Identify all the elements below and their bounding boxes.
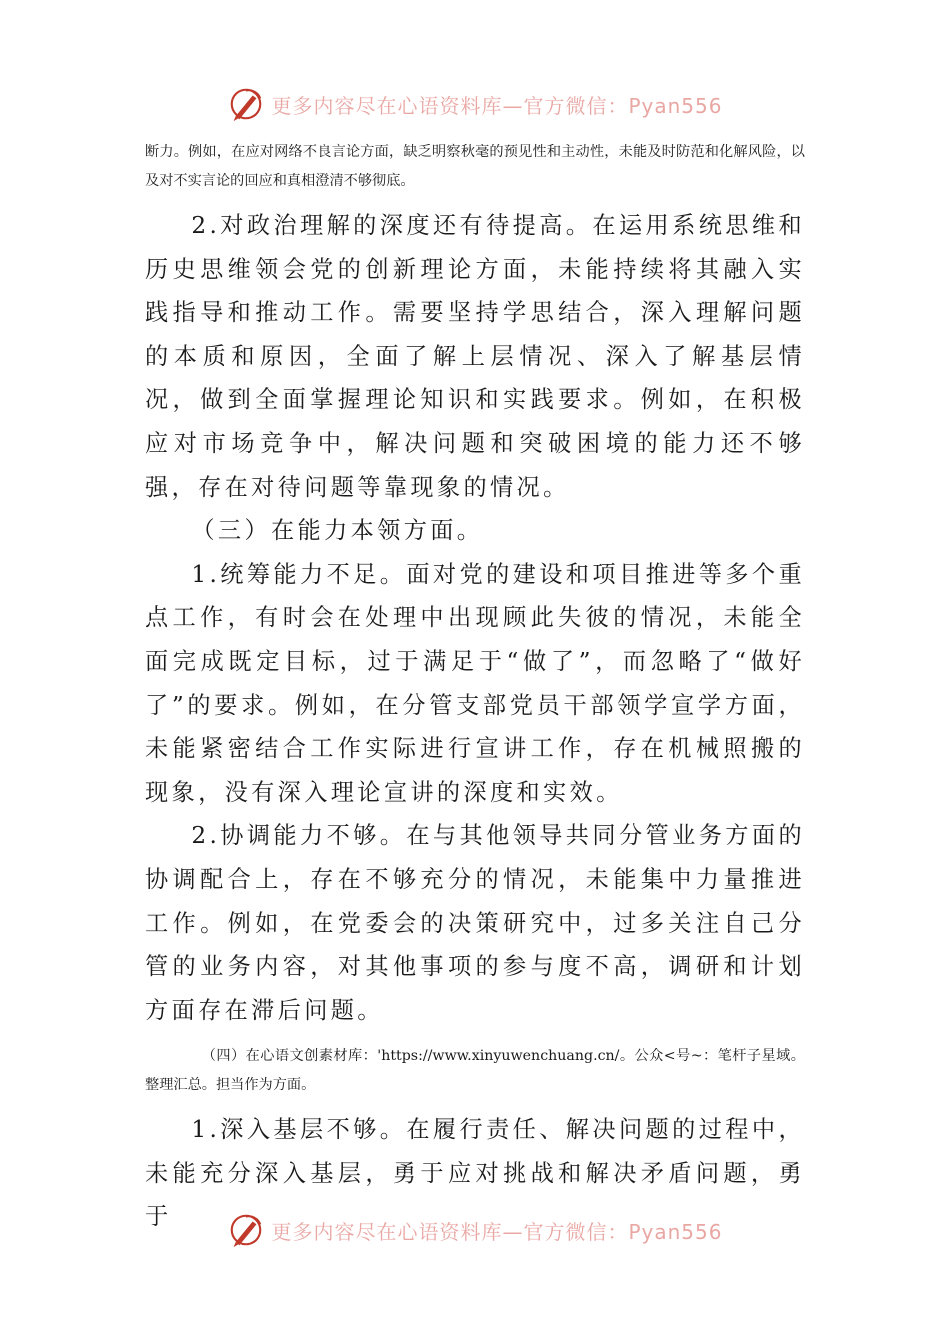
footer-banner — [0, 1208, 950, 1252]
paragraph-coordination-ability: 2.协调能力不够。在与其他领导共同分管业务方面的协调配合上，存在不够充分的情况，未能集中力量推进工作。例如，在党委会的决策研究中，过多关注自己分管的业务内容，对其他事项的参与度不高，调研和计划方面存在滞后问题。 — [145, 822, 805, 1024]
paragraph-political-understanding: 2.对政治理解的深度还有待提高。在运用系统思维和历史思维领会党的创新理论方面，未能持续将其融入实践指导和推动工作。需要坚持学思结合，深入理解问题的本质和原因，全面了解上层情况、深入了解基层情况，做到全面掌握理论知识和实践要求。例如，在积极应对市场竞争中，解决问题和突破困境的能力还不够强，存在对待问题等靠现象的情况。 — [145, 212, 805, 501]
section-heading-ability: （三）在能力本领方面。 — [191, 517, 484, 545]
paragraph-coordination-planning: 1.统筹能力不足。面对党的建设和项目推进等多个重点工作，有时会在处理中出现顾此失彼的情况，未能全面完成既定目标，过于满足于“做了”，而忽略了“做好了”的要求。例如，在分管支部党员干部领学宣学方面，未能紧密结合工作实际进行宣讲工作，存在机械照搬的现象，没有深入理论宣讲的深度和实效。 — [145, 560, 805, 806]
footer-banner-text: 更多内容尽在心语资料库—官方微信：Pyan556 — [271, 1219, 723, 1244]
document-body — [145, 138, 805, 1239]
paragraph-continued: 断力。例如，在应对网络不良言论方面，缺乏明察秋毫的预见性和主动性，未能及时防范和化解风险，以及对不实言论的回应和真相澄清不够彻底。 — [145, 144, 805, 189]
header-banner — [0, 82, 950, 126]
pen-circle-logo-icon — [227, 1211, 265, 1249]
pen-circle-logo-icon — [227, 85, 265, 123]
section-heading-responsibility: （四）在心语文创素材库：'https://www.xinyuwenchuang.cn/。公众<号~：笔杆子星域。整理汇总。担当作为方面。 — [145, 1048, 805, 1094]
header-banner-text: 更多内容尽在心语资料库—官方微信：Pyan556 — [271, 93, 723, 118]
paragraph-grassroots: 1.深入基层不够。在履行责任、解决问题的过程中，未能充分深入基层，勇于应对挑战和解决矛盾问题，勇于 — [145, 1116, 805, 1231]
